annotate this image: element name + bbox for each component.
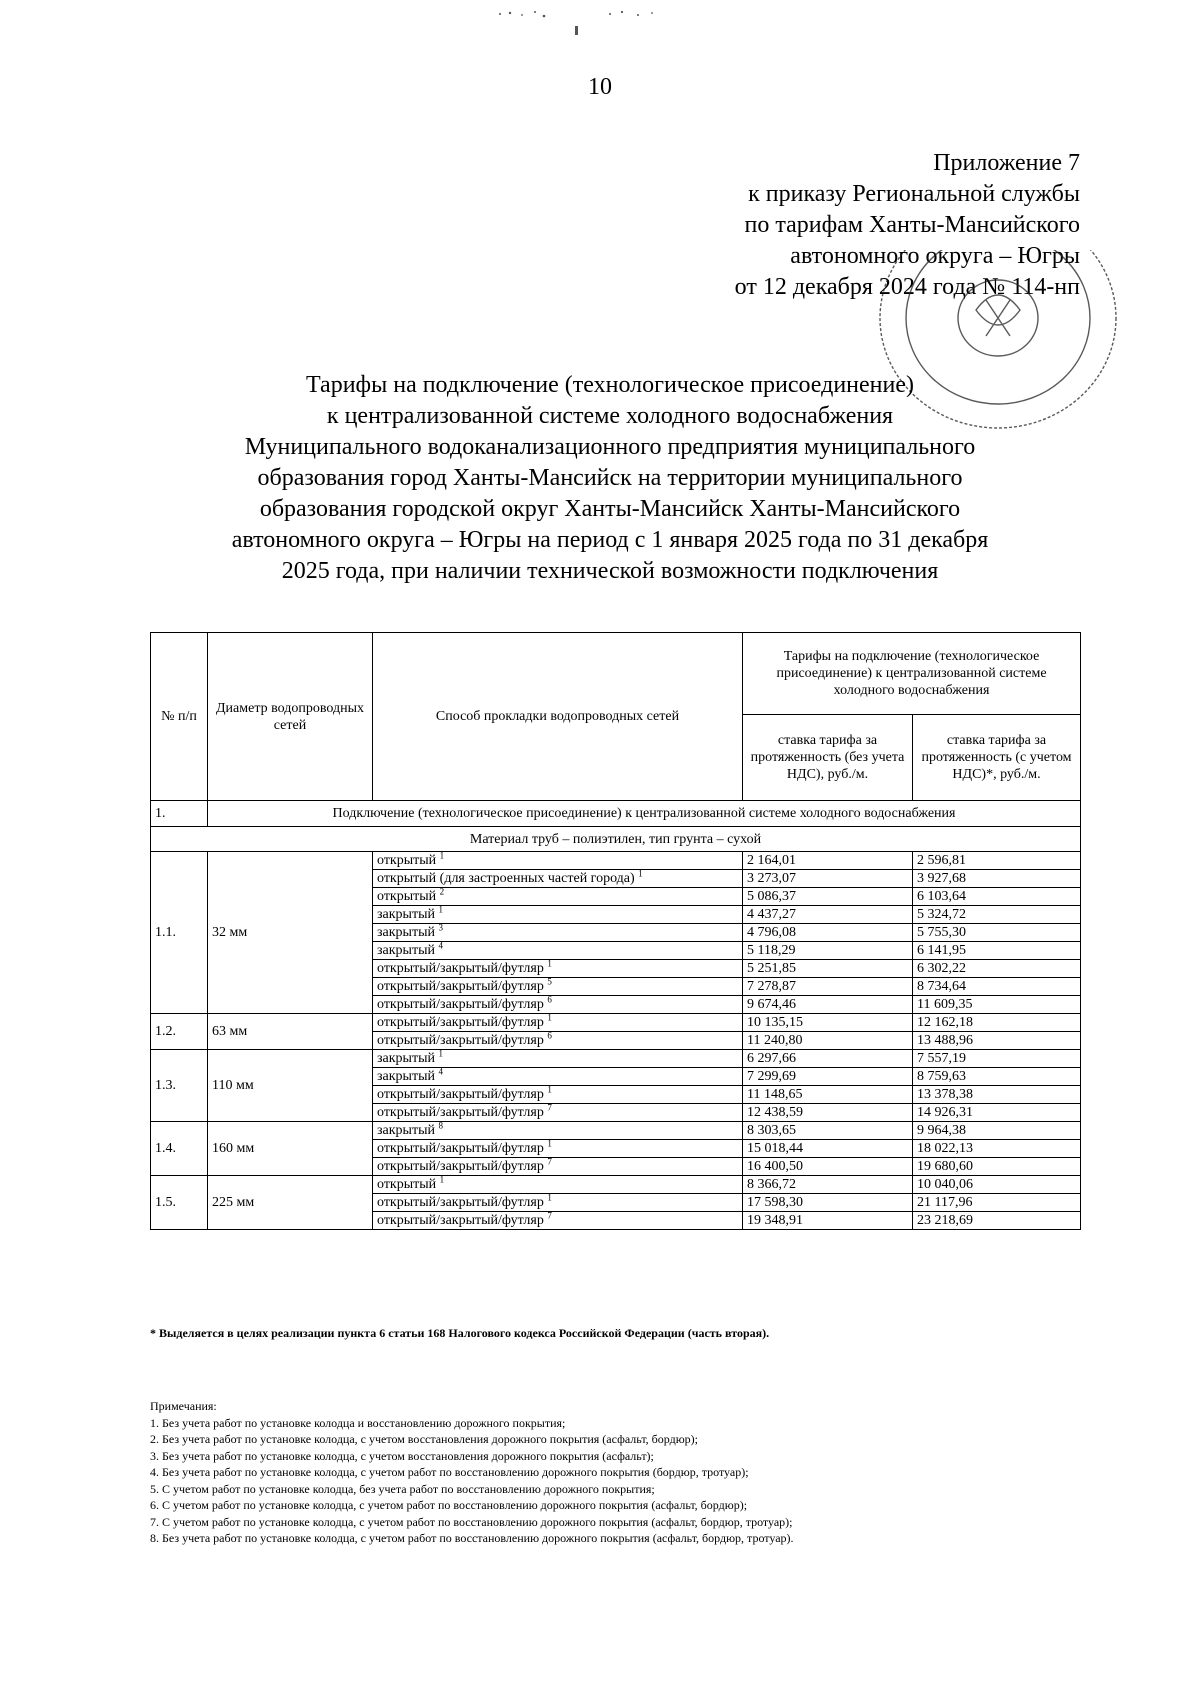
- rate-no-vat-cell: 8 366,72: [743, 1176, 913, 1194]
- method-cell: [373, 924, 743, 942]
- table-row: [151, 1176, 1081, 1194]
- rate-no-vat-cell: 16 400,50: [743, 1158, 913, 1176]
- note-ref: 1: [547, 1192, 552, 1203]
- note-ref: 7: [547, 1210, 552, 1221]
- note-item: 2. Без учета работ по установке колодца, с учетом восстановления дорожного покрытия (асфальт, бордюр);: [150, 1432, 699, 1446]
- note-ref: 6: [547, 994, 552, 1005]
- note-ref: 5: [547, 976, 552, 987]
- method-cell: [373, 1194, 743, 1212]
- rate-no-vat-cell: 3 273,07: [743, 870, 913, 888]
- appendix-line: Приложение 7: [933, 150, 1080, 176]
- rate-vat-cell: 5 755,30: [913, 924, 1081, 942]
- rate-vat-cell: 13 378,38: [913, 1086, 1081, 1104]
- method-text: открытый: [377, 889, 437, 904]
- method-text: закрытый: [377, 1123, 435, 1138]
- method-cell: [373, 852, 743, 870]
- method-cell: [373, 906, 743, 924]
- appendix-line: по тарифам Ханты-Мансийского: [744, 212, 1080, 238]
- method-cell: [373, 1158, 743, 1176]
- rate-vat-cell: 5 324,72: [913, 906, 1081, 924]
- tariff-table-body: [151, 801, 1081, 1230]
- table-row: [151, 1122, 1081, 1140]
- group-num: 1.5.: [151, 1176, 208, 1230]
- rate-no-vat-cell: 12 438,59: [743, 1104, 913, 1122]
- rate-vat-cell: 19 680,60: [913, 1158, 1081, 1176]
- header-diameter: Диаметр водопроводных сетей: [208, 633, 373, 801]
- document-title: [150, 370, 1070, 587]
- method-cell: [373, 1104, 743, 1122]
- note-item: 7. С учетом работ по установке колодца, с учетом работ по восстановлению дорожного покрытия (асфальт, бордюр, тротуар);: [150, 1514, 793, 1529]
- group-diameter: 63 мм: [208, 1014, 373, 1050]
- method-text: открытый/закрытый/футляр: [377, 1105, 544, 1120]
- method-cell: [373, 1068, 743, 1086]
- scan-specks: [480, 4, 720, 38]
- table-row: [151, 1050, 1081, 1068]
- note-ref: 1: [547, 1138, 552, 1149]
- note-ref: 4: [438, 940, 443, 951]
- appendix-header: [735, 148, 1080, 303]
- method-text: открытый: [377, 853, 437, 868]
- note-ref: 7: [547, 1156, 552, 1167]
- rate-vat-cell: 6 103,64: [913, 888, 1081, 906]
- title-line: автономного округа – Югры на период с 1 января 2025 года по 31 декабря: [231, 527, 989, 553]
- method-text: открытый/закрытый/футляр: [377, 1033, 544, 1048]
- method-cell: [373, 888, 743, 906]
- method-text: закрытый: [377, 925, 435, 940]
- title-line: образования город Ханты-Мансийск на территории муниципального: [257, 465, 963, 491]
- note-ref: 1: [547, 1084, 552, 1095]
- notes-block: [150, 1398, 1070, 1547]
- rate-vat-cell: 14 926,31: [913, 1104, 1081, 1122]
- rate-no-vat-cell: 8 303,65: [743, 1122, 913, 1140]
- title-line: образования городской округ Ханты-Мансийск Ханты-Мансийского: [259, 496, 961, 522]
- method-cell: [373, 960, 743, 978]
- method-cell: [373, 1032, 743, 1050]
- rate-no-vat-cell: 7 299,69: [743, 1068, 913, 1086]
- header-rate-vat: ставка тарифа за протяженность (с учетом НДС)*, руб./м.: [913, 715, 1081, 801]
- method-text: открытый: [377, 1177, 437, 1192]
- appendix-line: автономного округа – Югры: [790, 243, 1080, 269]
- group-diameter: 225 мм: [208, 1176, 373, 1230]
- method-cell: [373, 1140, 743, 1158]
- method-text: открытый/закрытый/футляр: [377, 1195, 544, 1210]
- note-item: 6. С учетом работ по установке колодца, с учетом работ по восстановлению дорожного покрытия (асфальт, бордюр);: [150, 1498, 748, 1512]
- method-text: открытый/закрытый/футляр: [377, 961, 544, 976]
- rate-no-vat-cell: 5 086,37: [743, 888, 913, 906]
- rate-vat-cell: 23 218,69: [913, 1212, 1081, 1230]
- method-cell: [373, 1014, 743, 1032]
- rate-no-vat-cell: 4 437,27: [743, 906, 913, 924]
- rate-vat-cell: 18 022,13: [913, 1140, 1081, 1158]
- rate-no-vat-cell: 11 148,65: [743, 1086, 913, 1104]
- group-num: 1.4.: [151, 1122, 208, 1176]
- note-item: 8. Без учета работ по установке колодца, с учетом работ по восстановлению дорожного покрытия (асфальт, бордюр, тротуар).: [150, 1531, 794, 1545]
- method-cell: [373, 1212, 743, 1230]
- rate-vat-cell: 3 927,68: [913, 870, 1081, 888]
- rate-no-vat-cell: 11 240,80: [743, 1032, 913, 1050]
- header-tariff-group: Тарифы на подключение (технологическое присоединение) к централизованной системе холодного водоснабжения: [743, 633, 1081, 715]
- table-row: [151, 1014, 1081, 1032]
- note-ref: 6: [547, 1030, 552, 1041]
- section-label: Подключение (технологическое присоединение) к централизованной системе холодного водоснабжения: [208, 801, 1081, 827]
- header-method: Способ прокладки водопроводных сетей: [373, 633, 743, 801]
- method-cell: [373, 870, 743, 888]
- table-row: [151, 852, 1081, 870]
- note-item: 3. Без учета работ по установке колодца, с учетом восстановления дорожного покрытия (асфальт);: [150, 1448, 654, 1463]
- rate-no-vat-cell: 19 348,91: [743, 1212, 913, 1230]
- note-ref: 1: [439, 850, 445, 861]
- rate-no-vat-cell: 9 674,46: [743, 996, 913, 1014]
- appendix-line: от 12 декабря 2024 года № 114-нп: [734, 274, 1080, 300]
- rate-no-vat-cell: 10 135,15: [743, 1014, 913, 1032]
- rate-no-vat-cell: 17 598,30: [743, 1194, 913, 1212]
- method-cell: [373, 996, 743, 1014]
- note-ref: 1: [638, 868, 643, 879]
- rate-vat-cell: 9 964,38: [913, 1122, 1081, 1140]
- method-cell: [373, 1122, 743, 1140]
- group-diameter: 110 мм: [208, 1050, 373, 1122]
- method-text: закрытый: [377, 1069, 435, 1084]
- rate-vat-cell: 8 734,64: [913, 978, 1081, 996]
- title-line: Муниципального водоканализационного предприятия муниципального: [244, 434, 976, 460]
- method-text: закрытый: [377, 1051, 435, 1066]
- group-diameter: 160 мм: [208, 1122, 373, 1176]
- note-item: 4. Без учета работ по установке колодца, с учетом работ по восстановлению дорожного покрытия (бордюр, тротуар);: [150, 1465, 749, 1479]
- rate-vat-cell: 6 302,22: [913, 960, 1081, 978]
- note-ref: 1: [438, 1048, 443, 1059]
- vat-footnote: * Выделяется в целях реализации пункта 6 статьи 168 Налогового кодекса Российской Федерации (часть вторая).: [150, 1326, 770, 1340]
- method-text: закрытый: [377, 907, 435, 922]
- note-item: 5. С учетом работ по установке колодца, без учета работ по восстановлению дорожного покрытия;: [150, 1481, 655, 1496]
- note-ref: 2: [439, 886, 445, 897]
- rate-vat-cell: 12 162,18: [913, 1014, 1081, 1032]
- group-diameter: 32 мм: [208, 852, 373, 1014]
- method-text: открытый/закрытый/футляр: [377, 1015, 544, 1030]
- note-ref: 8: [438, 1120, 443, 1131]
- note-ref: 1: [439, 1174, 445, 1185]
- rate-no-vat-cell: 6 297,66: [743, 1050, 913, 1068]
- note-ref: 3: [438, 922, 443, 933]
- method-text: открытый/закрытый/футляр: [377, 1159, 544, 1174]
- header-rate-no-vat: ставка тарифа за протяженность (без учета НДС), руб./м.: [743, 715, 913, 801]
- note-ref: 1: [438, 904, 443, 915]
- method-text: открытый/закрытый/футляр: [377, 1213, 544, 1228]
- rate-vat-cell: 8 759,63: [913, 1068, 1081, 1086]
- group-num: 1.1.: [151, 852, 208, 1014]
- tariff-table: [150, 632, 1081, 1230]
- note-item: 1. Без учета работ по установке колодца и восстановлению дорожного покрытия;: [150, 1415, 566, 1430]
- note-ref: 4: [438, 1066, 443, 1077]
- rate-no-vat-cell: 2 164,01: [743, 852, 913, 870]
- rate-vat-cell: 2 596,81: [913, 852, 1081, 870]
- material-row: Материал труб – полиэтилен, тип грунта – сухой: [151, 827, 1081, 852]
- method-text: открытый/закрытый/футляр: [377, 997, 544, 1012]
- rate-no-vat-cell: 5 118,29: [743, 942, 913, 960]
- note-ref: 1: [547, 1012, 552, 1023]
- rate-no-vat-cell: 15 018,44: [743, 1140, 913, 1158]
- rate-no-vat-cell: 7 278,87: [743, 978, 913, 996]
- rate-vat-cell: 13 488,96: [913, 1032, 1081, 1050]
- method-cell: [373, 978, 743, 996]
- page-number: 10: [588, 74, 612, 100]
- method-cell: [373, 1050, 743, 1068]
- method-text: открытый/закрытый/футляр: [377, 979, 544, 994]
- rate-vat-cell: 7 557,19: [913, 1050, 1081, 1068]
- method-text: закрытый: [377, 943, 435, 958]
- rate-vat-cell: 10 040,06: [913, 1176, 1081, 1194]
- rate-vat-cell: 21 117,96: [913, 1194, 1081, 1212]
- note-ref: 1: [547, 958, 552, 969]
- title-line: Тарифы на подключение (технологическое присоединение): [305, 372, 915, 398]
- method-text: открытый/закрытый/футляр: [377, 1141, 544, 1156]
- method-cell: [373, 1176, 743, 1194]
- note-ref: 7: [547, 1102, 552, 1113]
- rate-vat-cell: 11 609,35: [913, 996, 1081, 1014]
- title-line: 2025 года, при наличии технической возможности подключения: [281, 558, 939, 584]
- title-line: к централизованной системе холодного водоснабжения: [326, 403, 894, 429]
- method-text: открытый/закрытый/футляр: [377, 1087, 544, 1102]
- group-num: 1.3.: [151, 1050, 208, 1122]
- section-num: 1.: [151, 801, 208, 827]
- method-cell: [373, 1086, 743, 1104]
- notes-heading: Примечания:: [150, 1399, 217, 1413]
- rate-vat-cell: 6 141,95: [913, 942, 1081, 960]
- method-cell: [373, 942, 743, 960]
- header-num: № п/п: [151, 633, 208, 801]
- appendix-line: к приказу Региональной службы: [748, 181, 1080, 207]
- rate-no-vat-cell: 5 251,85: [743, 960, 913, 978]
- group-num: 1.2.: [151, 1014, 208, 1050]
- rate-no-vat-cell: 4 796,08: [743, 924, 913, 942]
- method-text: открытый (для застроенных частей города): [377, 871, 635, 886]
